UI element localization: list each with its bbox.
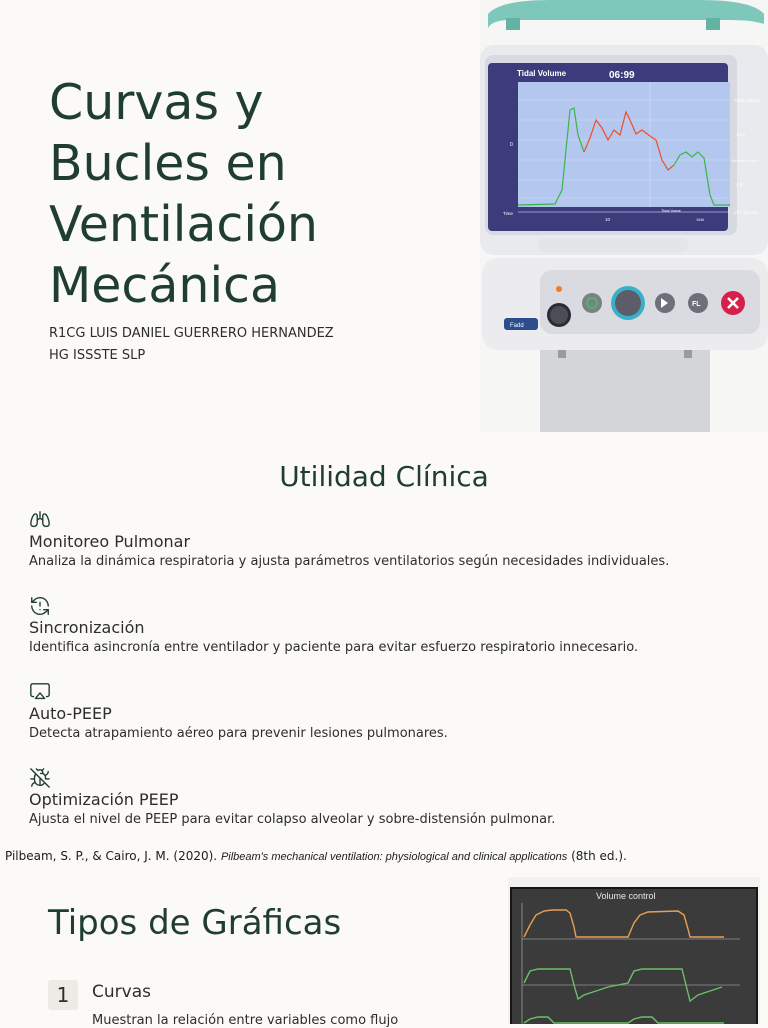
ventilator-image	[480, 0, 768, 432]
title-line-2: Bucles en	[49, 135, 287, 192]
item-desc: Ajusta el nivel de PEEP para evitar colapso alveolar y sobre-distensión pulmonar.	[29, 812, 556, 827]
list-item	[29, 767, 749, 830]
title-line-1: Curvas y	[49, 74, 264, 131]
svg-text:Fadd: Fadd	[510, 323, 524, 329]
screen-header: Tidal Volume	[517, 69, 567, 78]
svg-text:FL: FL	[692, 301, 701, 308]
author-institution: HG ISSSTE SLP	[49, 348, 146, 363]
step-desc: Muestran la relación entre variables como flujo	[92, 1013, 399, 1028]
svg-text:194t: 194t	[696, 217, 704, 222]
citation-title: Pilbeam's mechanical ventilation: physiological and clinical applications	[220, 851, 568, 863]
item-title: Optimización PEEP	[29, 790, 179, 809]
svg-text:1.5: 1.5	[736, 182, 743, 187]
list-item	[29, 681, 749, 744]
airplay-icon	[29, 681, 51, 703]
title-line-3: Ventilación	[49, 196, 318, 253]
list-item	[29, 509, 749, 572]
section-title-tipos: Tipos de Gráficas	[48, 903, 342, 943]
item-desc: Analiza la dinámica respiratoria y ajusta parámetros ventilatorios según necesidades individuales.	[29, 554, 670, 569]
svg-text:Time: Time	[503, 211, 513, 216]
title-line-4: Mecánica	[49, 257, 281, 314]
lungs-icon	[29, 509, 51, 531]
svg-text:Tidal Volume: Tidal Volume	[734, 98, 760, 103]
item-title: Sincronización	[29, 618, 145, 637]
svg-text:LTV 16 mes: LTV 16 mes	[734, 210, 758, 215]
item-title: Monitoreo Pulmonar	[29, 532, 191, 551]
item-title: Auto-PEEP	[29, 704, 112, 723]
item-desc: Identifica asincronía entre ventilador y paciente para evitar esfuerzo respiratorio innecesario.	[29, 640, 639, 655]
page-title	[49, 72, 449, 316]
svg-text:Ventilator cycle: Ventilator cycle	[732, 158, 759, 163]
svg-text:10: 10	[605, 217, 611, 222]
citation: Pilbeam, S. P., & Cairo, J. M. (2020). Pilbeam's mechanical ventilation: physiological and clinical applications (8th ed.).	[5, 849, 627, 863]
sync-alert-icon	[29, 595, 51, 617]
svg-text:0: 0	[510, 142, 513, 148]
svg-text:Tidal Vome: Tidal Vome	[661, 208, 681, 213]
section-title-utilidad: Utilidad Clínica	[279, 460, 489, 493]
author-block	[49, 323, 334, 367]
item-desc: Detecta atrapamiento aéreo para prevenir lesiones pulmonares.	[29, 726, 448, 741]
step-title: Curvas	[92, 982, 151, 1002]
list-item	[29, 595, 749, 658]
monitor-header: Volume control	[596, 891, 656, 901]
author-name: R1CG LUIS DANIEL GUERRERO HERNANDEZ	[49, 326, 334, 341]
step-number: 1	[48, 980, 78, 1010]
bug-off-icon	[29, 767, 51, 789]
volume-control-image	[508, 877, 760, 1024]
svg-text:10.0: 10.0	[736, 132, 745, 137]
screen-time: 06:99	[609, 70, 635, 81]
